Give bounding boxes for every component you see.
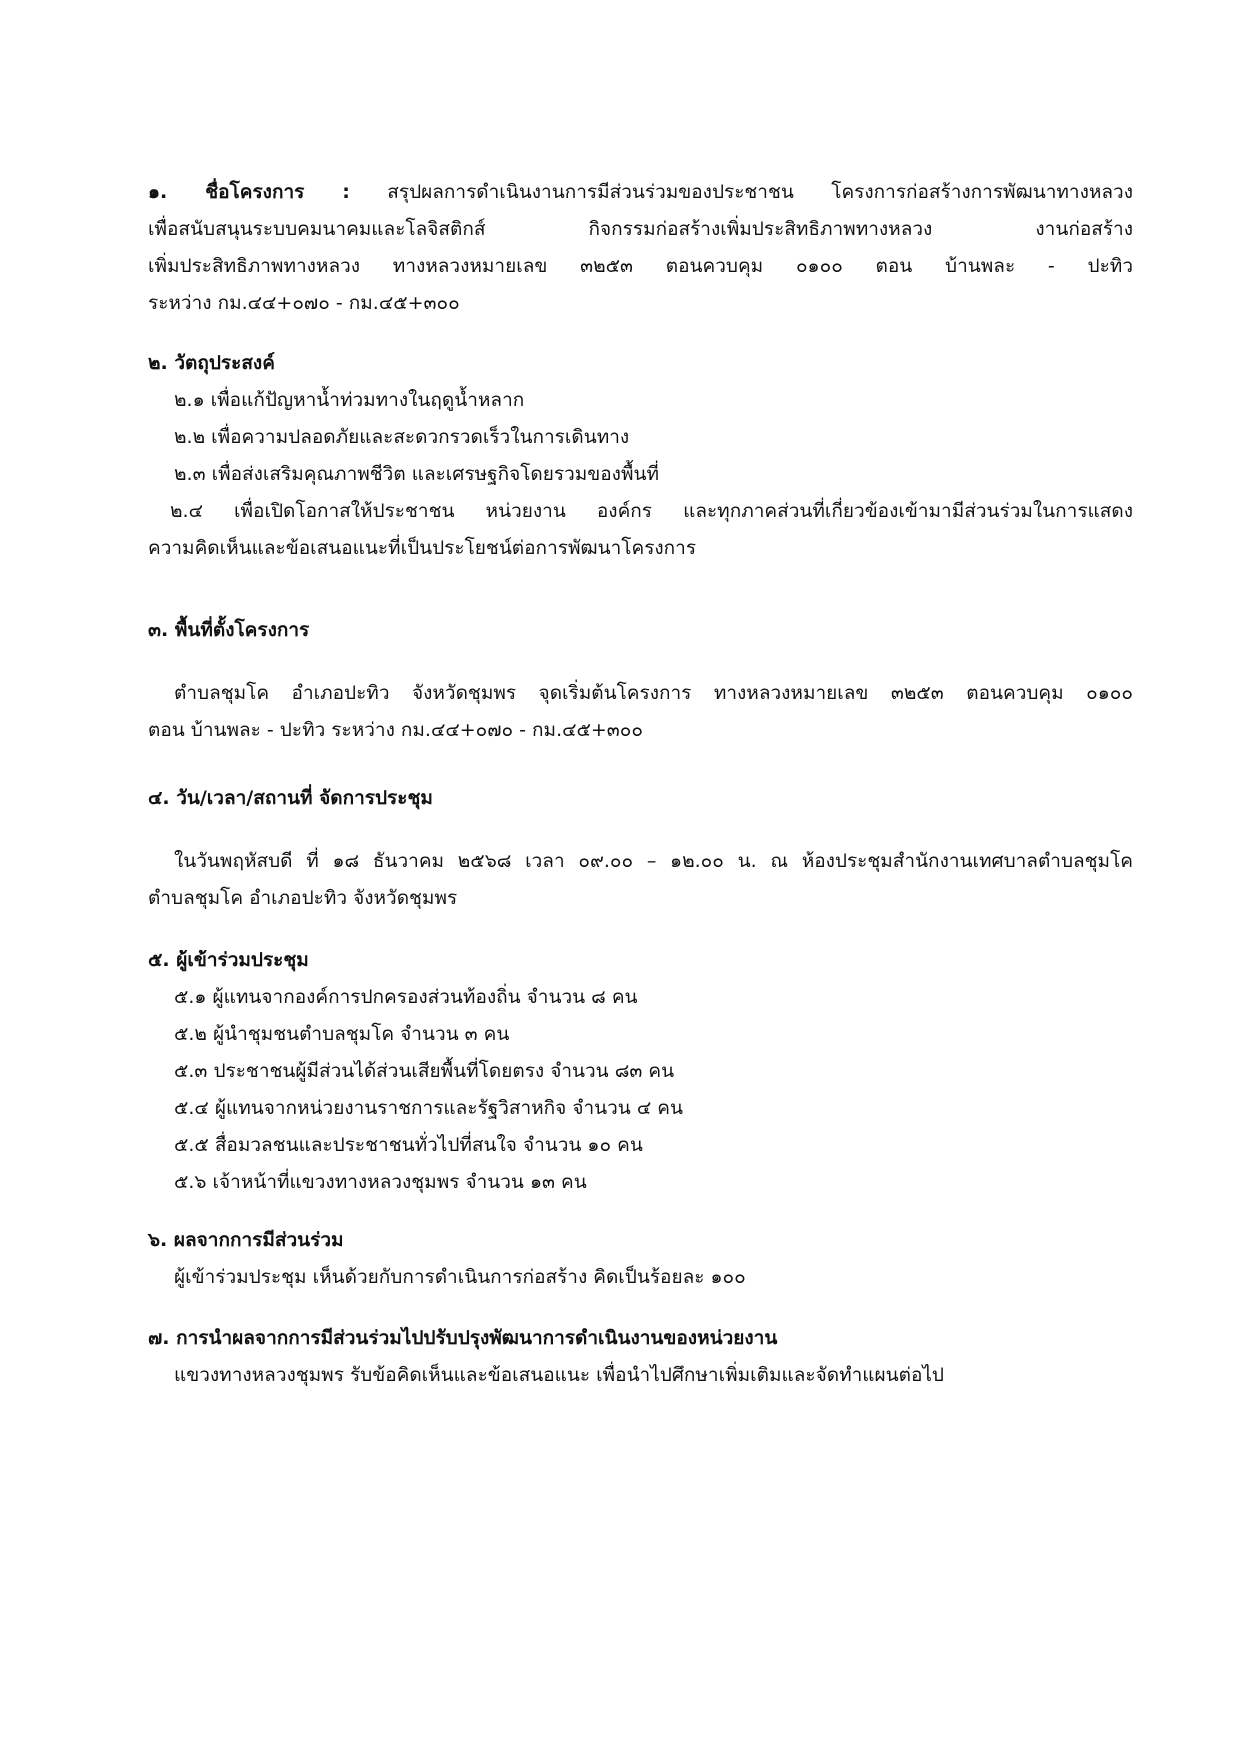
list-item: ๒.๑ เพื่อแก้ปัญหาน้ำท่วมทางในฤดูน้ำหลาก	[174, 389, 525, 411]
list-item: ๕.๑ ผู้แทนจากองค์การปกครองส่วนท้องถิ่น จำนวน ๘ คน	[174, 986, 638, 1008]
list-item: ๒.๒ เพื่อความปลอดภัยและสะดวกรวดเร็วในการเดินทาง	[174, 426, 630, 448]
list-item: ๕.๒ ผู้นำชุมชนตำบลชุมโค จำนวน ๓ คน	[174, 1023, 510, 1045]
paragraph-line: แขวงทางหลวงชุมพร รับข้อคิดเห็นและข้อเสนอแนะ เพื่อนำไปศึกษาเพิ่มเติมและจัดทำแผนต่อไป	[174, 1364, 944, 1386]
paragraph-line: สรุปผลการดำเนินงานการมีส่วนร่วมของประชาชน โครงการก่อสร้างการพัฒนาทางหลวง	[387, 181, 1133, 203]
paragraph-line: เพิ่มประสิทธิภาพทางหลวง ทางหลวงหมายเลข ๓๒๕๓ ตอนควบคุม ๐๑๐๐ ตอน บ้านพละ - ปะทิว	[148, 255, 1133, 277]
section-location	[148, 612, 1133, 749]
paragraph-line: ตอน บ้านพละ - ปะทิว ระหว่าง กม.๔๔+๐๗๐ - กม.๔๕+๓๐๐	[148, 719, 643, 741]
paragraph-line: ผู้เข้าร่วมประชุม เห็นด้วยกับการดำเนินการก่อสร้าง คิดเป็นร้อยละ ๑๐๐	[174, 1266, 746, 1288]
section-heading: ๑. ชื่อโครงการ :	[148, 181, 350, 203]
list-item: ๕.๖ เจ้าหน้าที่แขวงทางหลวงชุมพร จำนวน ๑๓ คน	[174, 1171, 587, 1193]
list-item: ๕.๓ ประชาชนผู้มีส่วนได้ส่วนเสียพื้นที่โดยตรง จำนวน ๘๓ คน	[174, 1060, 675, 1082]
list-item: ๒.๔ เพื่อเปิดโอกาสให้ประชาชน หน่วยงาน องค์กร และทุกภาคส่วนที่เกี่ยวข้องเข้ามามีส่วนร่วมในการแสดง	[170, 500, 1133, 522]
section-heading: ๓. พื้นที่ตั้งโครงการ	[148, 619, 310, 641]
section-heading: ๒. วัตถุประสงค์	[148, 352, 275, 374]
section-meeting-datetime	[148, 780, 1133, 917]
section-heading: ๖. ผลจากการมีส่วนร่วม	[148, 1229, 344, 1251]
list-item: ๕.๕ สื่อมวลชนและประชาชนทั่วไปที่สนใจ จำนวน ๑๐ คน	[174, 1134, 643, 1156]
section-participants	[148, 942, 1133, 1201]
list-item: ๒.๓ เพื่อส่งเสริมคุณภาพชีวิต และเศรษฐกิจโดยรวมของพื้นที่	[174, 463, 660, 485]
section-improvement	[148, 1320, 1133, 1394]
paragraph-line: ความคิดเห็นและข้อเสนอแนะที่เป็นประโยชน์ต่อการพัฒนาโครงการ	[148, 537, 697, 559]
section-objectives	[148, 345, 1133, 567]
paragraph-line: ในวันพฤหัสบดี ที่ ๑๘ ธันวาคม ๒๕๖๘ เวลา ๐๙.๐๐ – ๑๒.๐๐ น. ณ ห้องประชุมสำนักงานเทศบาลตำบลชุมโค	[174, 850, 1133, 872]
section-heading: ๔. วัน/เวลา/สถานที่ จัดการประชุม	[148, 787, 433, 809]
paragraph-line: ระหว่าง กม.๔๔+๐๗๐ - กม.๔๕+๓๐๐	[148, 292, 460, 314]
section-project-name	[148, 174, 1133, 322]
paragraph-line: ตำบลชุมโค อำเภอปะทิว จังหวัดชุมพร จุดเริ่มต้นโครงการ ทางหลวงหมายเลข ๓๒๕๓ ตอนควบคุม ๐๑๐๐	[174, 682, 1133, 704]
section-participation-result	[148, 1222, 1133, 1296]
paragraph-line: ตำบลชุมโค อำเภอปะทิว จังหวัดชุมพร	[148, 887, 458, 909]
section-heading: ๗. การนำผลจากการมีส่วนร่วมไปปรับปรุงพัฒนาการดำเนินงานของหน่วยงาน	[148, 1327, 778, 1349]
paragraph-line: เพื่อสนับสนุนระบบคมนาคมและโลจิสติกส์ กิจกรรมก่อสร้างเพิ่มประสิทธิภาพทางหลวง งานก่อสร้าง	[148, 218, 1133, 240]
list-item: ๕.๔ ผู้แทนจากหน่วยงานราชการและรัฐวิสาหกิจ จำนวน ๔ คน	[174, 1097, 683, 1119]
section-heading: ๕. ผู้เข้าร่วมประชุม	[148, 949, 309, 971]
